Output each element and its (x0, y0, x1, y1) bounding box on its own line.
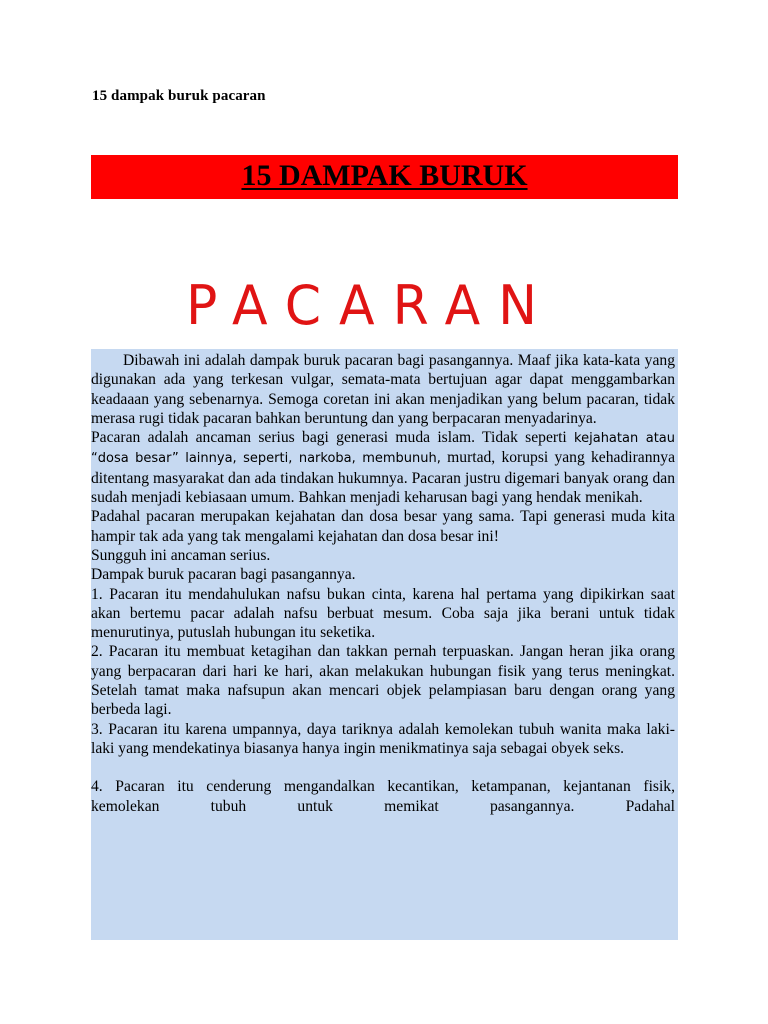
banner-title: 15 DAMPAK BURUK (241, 159, 528, 192)
paragraph-serious: Sungguh ini ancaman serius. (91, 546, 271, 564)
page-heading: 15 dampak buruk pacaran (92, 88, 266, 104)
list-item-3: 3. Pacaran itu karena umpannya, daya tariknya adalah kemolekan tubuh wanita maka laki-laki yang mendekatinya biasanya hanya ingin menikmatinya saja sebagai obyek seks. (91, 720, 675, 757)
paragraph-intro: Dibawah ini adalah dampak buruk pacaran bagi pasangannya. Maaf jika kata-kata yang digunakan ada yang terkesan vulgar, semata-mata bertujuan agar dapat menggambarkan keadaaan yang sebenarnya. Semoga coretan ini akan menjadikan yang belum pacaran, tidak merasa rugi tidak pacaran bahkan beruntung dan yang berpacaran menyadarinya. (91, 352, 675, 427)
paragraph-threat-end: murtad, korupsi yang kehadirannya ditentang masyarakat dan ada tindakan hukumnya. Pacaran justru digemari banyak orang dan sudah menjadi kebiasaan umum. Bahkan menjadi keharusan bagi yang hendak menikah. (91, 449, 675, 507)
paragraph-sin: Padahal pacaran merupakan kejahatan dan dosa besar yang sama. Tapi generasi muda kita hampir tak ada yang tak mengalami kejahatan dan dosa besar ini! (91, 508, 675, 545)
list-item-1: 1. Pacaran itu mendahulukan nafsu bukan cinta, karena hal pertama yang dipikirkan saat akan bertemu pacar adalah nafsu berbuat mesum. Coba saja jika berani untuk tidak menurutinya, putuslah hubungan itu seketika. (91, 585, 675, 642)
paragraph-threat-start: Pacaran adalah ancaman serius bagi generasi muda islam. Tidak seperti (91, 429, 575, 447)
paragraph-threat-highlight: kejahatan atau “dosa besar” lainnya, seperti, narkoba, membunuh, (91, 431, 675, 467)
list-item-2: 2. Pacaran itu membuat ketagihan dan takkan pernah terpuaskan. Jangan heran jika orang yang berpacaran dari hari ke hari, akan melakukan hubungan fisik yang terus meningkat. Setelah tamat maka nafsupun akan mencari objek pelampiasan baru dengan orang yang berbeda lagi. (91, 643, 675, 719)
decorative-title-pacaran: PACARAN (186, 274, 556, 338)
body-text (91, 351, 675, 816)
paragraph-list-intro: Dampak buruk pacaran bagi pasangannya. (91, 566, 356, 584)
paragraph-threat (91, 428, 675, 507)
paragraph-gap (91, 758, 675, 777)
list-item-4: 4. Pacaran itu cenderung mengandalkan kecantikan, ketampanan, kejantanan fisik, kemolekan tubuh untuk memikat pasangannya. Padahal (91, 778, 675, 815)
title-banner (91, 155, 678, 199)
